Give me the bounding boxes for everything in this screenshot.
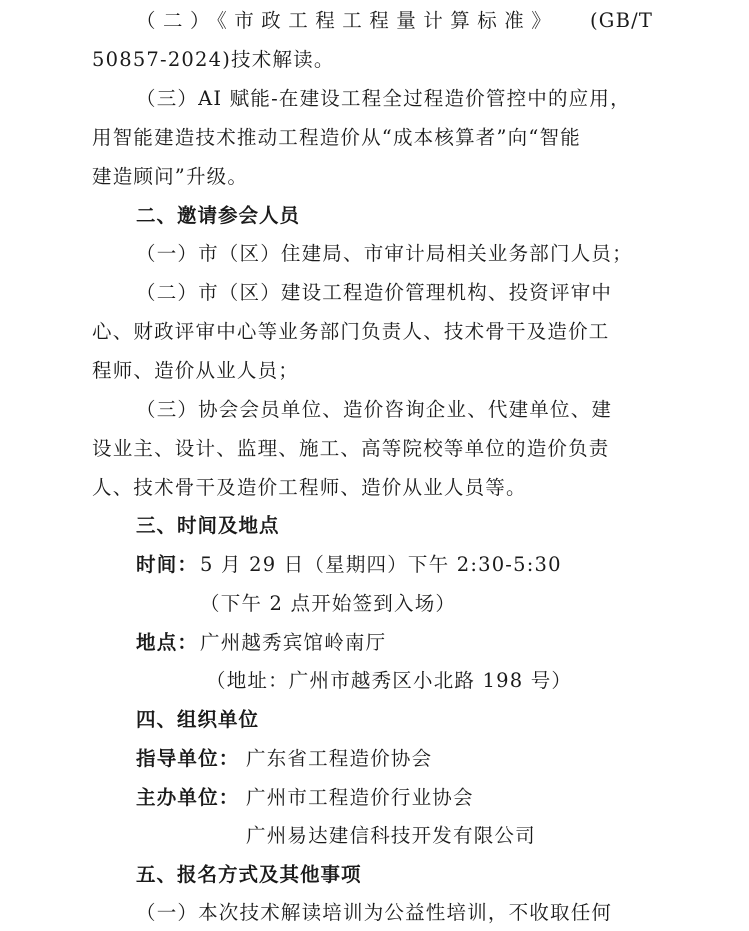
paragraph-line: 程师、造价从业人员；: [92, 359, 300, 382]
paragraph-line: （三）协会会员单位、造价咨询企业、代建单位、建: [136, 398, 613, 421]
host-value: 广州易达建信科技开发有限公司: [246, 824, 536, 847]
place-value: 广州越秀宾馆岭南厅: [200, 631, 387, 654]
host-label: 主办单位：: [136, 786, 240, 809]
section-heading: 三、时间及地点: [136, 514, 280, 537]
paragraph-line: （二）《市政工程工程量计算标准》: [136, 9, 559, 32]
place-note: （地址：广州市越秀区小北路 198 号）: [206, 669, 573, 692]
time-note: （下午 2 点开始签到入场）: [200, 592, 457, 615]
paragraph-line: （三）AI 赋能-在建设工程全过程造价管控中的应用，: [136, 87, 631, 110]
paragraph-line: 设业主、设计、监理、施工、高等院校等单位的造价负责: [92, 437, 610, 460]
section-heading: 四、组织单位: [136, 708, 260, 731]
paragraph-line: 人、技术骨干及造价工程师、造价从业人员等。: [92, 476, 527, 499]
guide-label: 指导单位：: [136, 747, 240, 770]
paragraph-line: （二）市（区）建设工程造价管理机构、投资评审中: [136, 281, 613, 304]
time-value: 5 月 29 日（星期四）下午 2:30-5:30: [200, 553, 562, 576]
guide-value: 广东省工程造价协会: [246, 747, 433, 770]
paragraph-line: (GB/T: [590, 9, 654, 32]
paragraph-line: 建造顾问”升级。: [92, 165, 249, 188]
place-label: 地点：: [136, 631, 199, 654]
host-value: 广州市工程造价行业协会: [246, 786, 474, 809]
time-label: 时间：: [136, 553, 199, 576]
paragraph-line: （一）市（区）住建局、市审计局相关业务部门人员；: [136, 242, 633, 265]
paragraph-line: 心、财政评审中心等业务部门负责人、技术骨干及造价工: [92, 320, 610, 343]
section-heading: 五、报名方式及其他事项: [136, 863, 362, 886]
paragraph-line: 用智能建造技术推动工程造价从“成本核算者”向“智能: [92, 126, 581, 149]
section-heading: 二、邀请参会人员: [136, 204, 301, 227]
paragraph-line: 50857-2024)技术解读。: [92, 48, 335, 71]
paragraph-line: （一）本次技术解读培训为公益性培训，不收取任何: [136, 901, 613, 924]
